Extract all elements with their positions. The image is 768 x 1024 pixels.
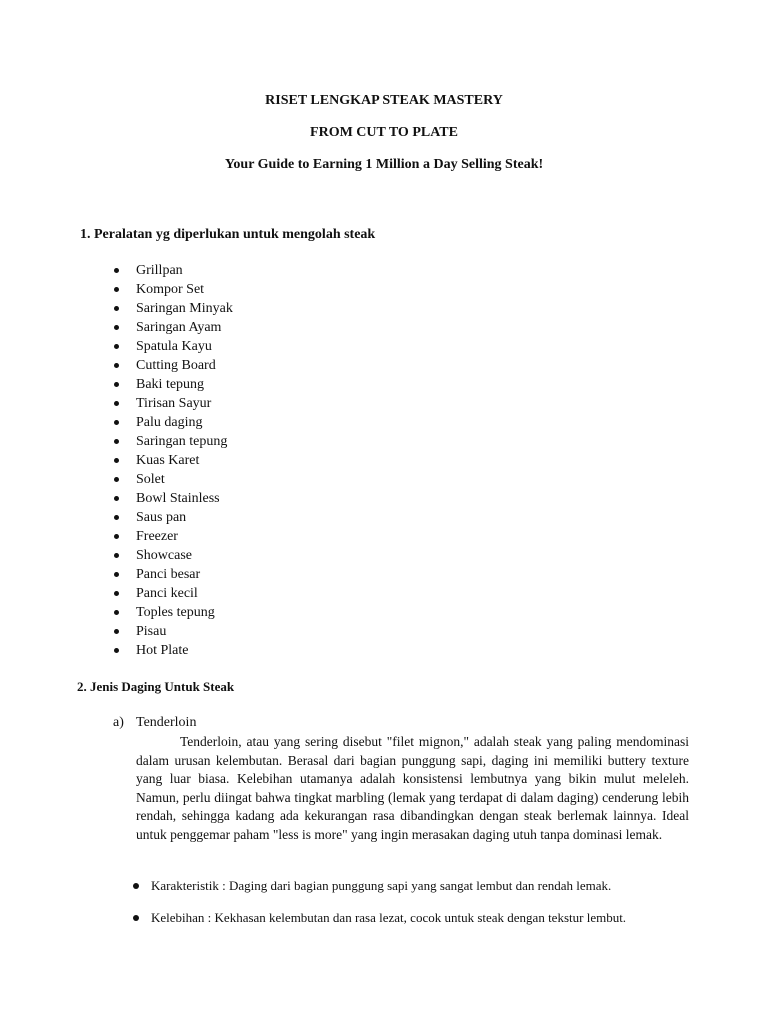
bullet-icon [114, 553, 119, 558]
bullet-icon [114, 382, 119, 387]
list-item: Cutting Board [0, 356, 233, 375]
bullet-icon [114, 515, 119, 520]
section-1-heading: 1. Peralatan yg diperlukan untuk mengolah steak [80, 227, 376, 242]
subsection-label: a) [113, 715, 124, 730]
list-item: Spatula Kayu [0, 337, 233, 356]
bullet-icon [114, 439, 119, 444]
list-item: Saringan tepung [0, 432, 233, 451]
list-item: Kuas Karet [0, 451, 233, 470]
bullet-icon [114, 496, 119, 501]
bullet-icon [114, 344, 119, 349]
list-item: Saus pan [0, 508, 233, 527]
section-2-heading: 2. Jenis Daging Untuk Steak [77, 679, 235, 694]
list-item: Toples tepung [0, 603, 233, 622]
list-item: Solet [0, 470, 233, 489]
bullet-icon [114, 572, 119, 577]
document-title: RISET LENGKAP STEAK MASTERY [265, 93, 503, 108]
list-item: Panci besar [0, 565, 233, 584]
list-item: Tirisan Sayur [0, 394, 233, 413]
paragraph-text: Tenderloin, atau yang sering disebut "filet mignon," adalah steak yang paling mendominasi dalam urusan kelembutan. Berasal dari bagian punggung sapi, daging ini memiliki buttery texture yang luar biasa. Kelebihan utamanya adalah konsistensi lembutnya yang bikin mulut meleleh. Namun, perlu diingat bahwa tingkat marbling (lemak yang terdapat di dalam daging) cenderung lebih rendah, sehingga kadang ada kekurangan rasa dibandingkan dengan steak berlemak lainnya. Ideal untuk penggemar paham "less is more" yang ingin merasakan daging utuh tanpa dominasi lemak. [136, 734, 689, 842]
bullet-icon [114, 306, 119, 311]
document-tagline: Your Guide to Earning 1 Million a Day Selling Steak! [224, 157, 544, 172]
bullet-icon [114, 648, 119, 653]
bullet-icon [114, 325, 119, 330]
list-item: Pisau [0, 622, 233, 641]
list-item: Palu daging [0, 413, 233, 432]
list-item: Showcase [0, 546, 233, 565]
bullet-icon [114, 363, 119, 368]
bullet-icon [114, 534, 119, 539]
list-item: Baki tepung [0, 375, 233, 394]
list-item: Panci kecil [0, 584, 233, 603]
list-item: Kompor Set [0, 280, 233, 299]
bullet-icon [114, 420, 119, 425]
bullet-icon [133, 915, 139, 921]
list-item: Freezer [0, 527, 233, 546]
bullet-icon [114, 591, 119, 596]
bullet-icon [114, 268, 119, 273]
list-item: Saringan Ayam [0, 318, 233, 337]
bullet-icon [133, 883, 139, 889]
list-item: Bowl Stainless [0, 489, 233, 508]
bullet-icon [114, 287, 119, 292]
subsection-tenderloin [113, 714, 196, 732]
list-item: Saringan Minyak [0, 299, 233, 318]
fact-item: Kelebihan : Kekhasan kelembutan dan rasa lezat, cocok untuk steak dengan tekstur lembut. [133, 909, 626, 927]
equipment-list [0, 261, 233, 660]
bullet-icon [114, 458, 119, 463]
bullet-icon [114, 401, 119, 406]
subsection-title: Tenderloin [136, 715, 197, 730]
document-subtitle: FROM CUT TO PLATE [310, 125, 458, 140]
bullet-icon [114, 477, 119, 482]
fact-item: Karakteristik : Daging dari bagian punggung sapi yang sangat lembut dan rendah lemak. [133, 877, 611, 895]
bullet-icon [114, 629, 119, 634]
bullet-icon [114, 610, 119, 615]
list-item: Grillpan [0, 261, 233, 280]
tenderloin-paragraph [136, 733, 689, 845]
list-item: Hot Plate [0, 641, 233, 660]
